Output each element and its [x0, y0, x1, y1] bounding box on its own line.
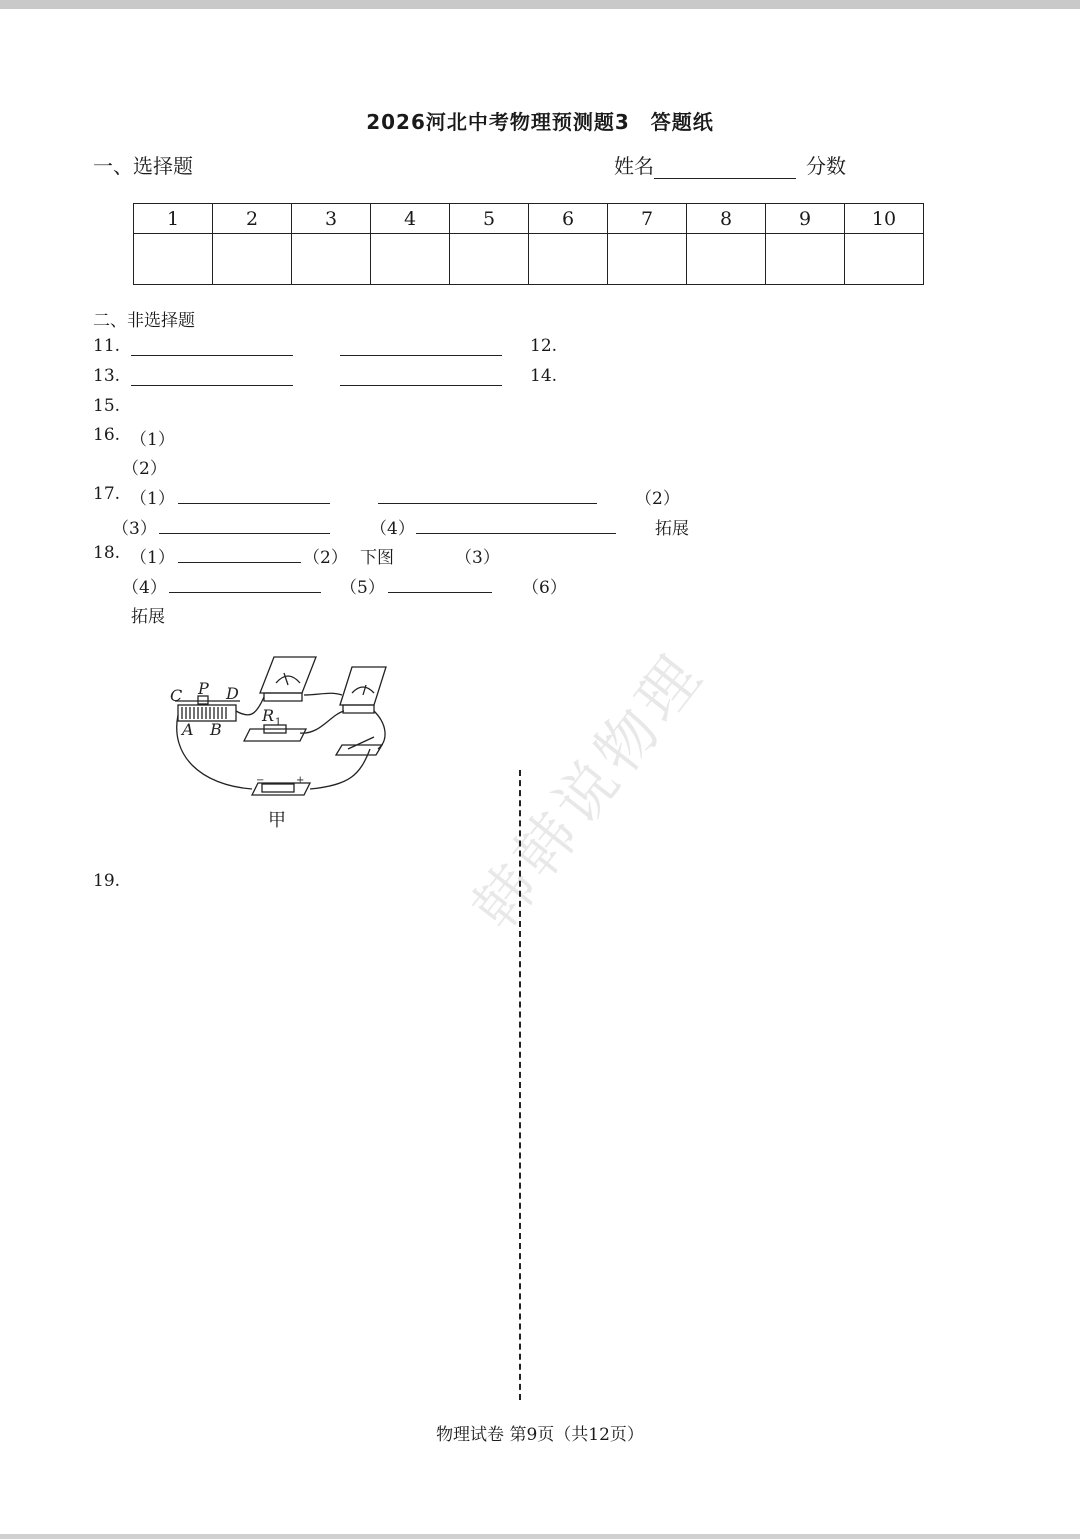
- q17-number: 17.: [93, 484, 121, 504]
- page-footer: 物理试卷 第9页（共12页）: [436, 1425, 644, 1445]
- q16-part-1: （1）: [130, 430, 175, 450]
- resistor-r1: [244, 729, 306, 741]
- name-score-area: [614, 150, 846, 179]
- q18-number: 18.: [93, 543, 121, 563]
- answer-header: 5: [450, 204, 529, 234]
- answer-cell[interactable]: [134, 234, 213, 285]
- dashed-divider: [519, 770, 521, 1400]
- label-plus: +: [296, 775, 305, 786]
- q13-blank-2[interactable]: [340, 385, 502, 386]
- name-field[interactable]: [654, 156, 796, 179]
- q18-5-blank[interactable]: [388, 592, 492, 593]
- q18-part-4: （4）: [122, 578, 167, 598]
- answer-header: 2: [213, 204, 292, 234]
- answer-cell[interactable]: [371, 234, 450, 285]
- q18-4-blank[interactable]: [169, 592, 321, 593]
- answer-cell[interactable]: [766, 234, 845, 285]
- q18-part-3: （3）: [455, 548, 500, 568]
- q18-part-2: （2）: [303, 548, 348, 568]
- answer-header: 3: [292, 204, 371, 234]
- score-label: 分数: [806, 154, 846, 178]
- answer-cell[interactable]: [450, 234, 529, 285]
- answer-header: 10: [845, 204, 924, 234]
- answer-cell[interactable]: [845, 234, 924, 285]
- switch: [336, 745, 382, 755]
- label-r: R: [262, 706, 275, 725]
- q13-number: 13.: [93, 366, 121, 386]
- answer-header: 4: [371, 204, 450, 234]
- answer-header: 1: [134, 204, 213, 234]
- bottom-border: [0, 1534, 1080, 1539]
- q16-number: 16.: [93, 425, 121, 445]
- label-p: P: [198, 679, 209, 698]
- q17-extension: 拓展: [655, 519, 689, 539]
- q18-extension: 拓展: [131, 607, 165, 627]
- q18-part-1: （1）: [130, 548, 175, 568]
- figure-caption: 甲: [268, 810, 286, 831]
- section-2-heading: 二、非选择题: [93, 311, 195, 331]
- q14-number: 14.: [530, 366, 558, 386]
- ammeter: [260, 657, 316, 693]
- q17-part-4: （4）: [370, 519, 415, 539]
- q17-part-1: （1）: [130, 489, 175, 509]
- q17-4-blank[interactable]: [416, 533, 616, 534]
- q16-part-2: （2）: [122, 459, 167, 479]
- answer-header: 7: [608, 204, 687, 234]
- q18-part-2-note: 下图: [360, 548, 394, 568]
- voltmeter: [340, 667, 386, 705]
- watermark: 韩韩说物理: [459, 639, 719, 943]
- q17-part-2: （2）: [635, 489, 680, 509]
- q18-part-6: （6）: [522, 578, 567, 598]
- q18-1-blank[interactable]: [178, 562, 301, 563]
- rheostat-body: [178, 705, 236, 721]
- q17-1-blank-1[interactable]: [178, 503, 330, 504]
- label-r-subscript: 1: [275, 717, 282, 728]
- name-label: 姓名: [614, 154, 654, 178]
- answer-table: [133, 203, 924, 285]
- label-d: D: [226, 684, 239, 703]
- q11-blank-1[interactable]: [131, 355, 293, 356]
- label-b: B: [210, 720, 222, 739]
- label-a: A: [182, 720, 194, 739]
- answer-cell[interactable]: [213, 234, 292, 285]
- circuit-diagram: [160, 645, 400, 803]
- top-border: [0, 0, 1080, 9]
- answer-cell[interactable]: [608, 234, 687, 285]
- q11-blank-2[interactable]: [340, 355, 502, 356]
- section-1-heading: 一、选择题: [93, 154, 193, 178]
- q17-1-blank-2[interactable]: [378, 503, 597, 504]
- q19-number: 19.: [93, 871, 121, 891]
- q17-part-3: （3）: [112, 519, 157, 539]
- answer-header: 8: [687, 204, 766, 234]
- label-minus: −: [256, 775, 265, 786]
- answer-cell[interactable]: [687, 234, 766, 285]
- q12-number: 12.: [530, 336, 558, 356]
- answer-cell[interactable]: [292, 234, 371, 285]
- q18-part-5: （5）: [340, 578, 385, 598]
- label-c: C: [170, 686, 183, 705]
- q17-3-blank[interactable]: [159, 533, 330, 534]
- page-title: 2026河北中考物理预测题3 答题纸: [366, 110, 714, 134]
- q15-number: 15.: [93, 396, 121, 416]
- answer-header: 9: [766, 204, 845, 234]
- answer-header: 6: [529, 204, 608, 234]
- q11-number: 11.: [93, 336, 121, 356]
- q13-blank-1[interactable]: [131, 385, 293, 386]
- answer-cell[interactable]: [529, 234, 608, 285]
